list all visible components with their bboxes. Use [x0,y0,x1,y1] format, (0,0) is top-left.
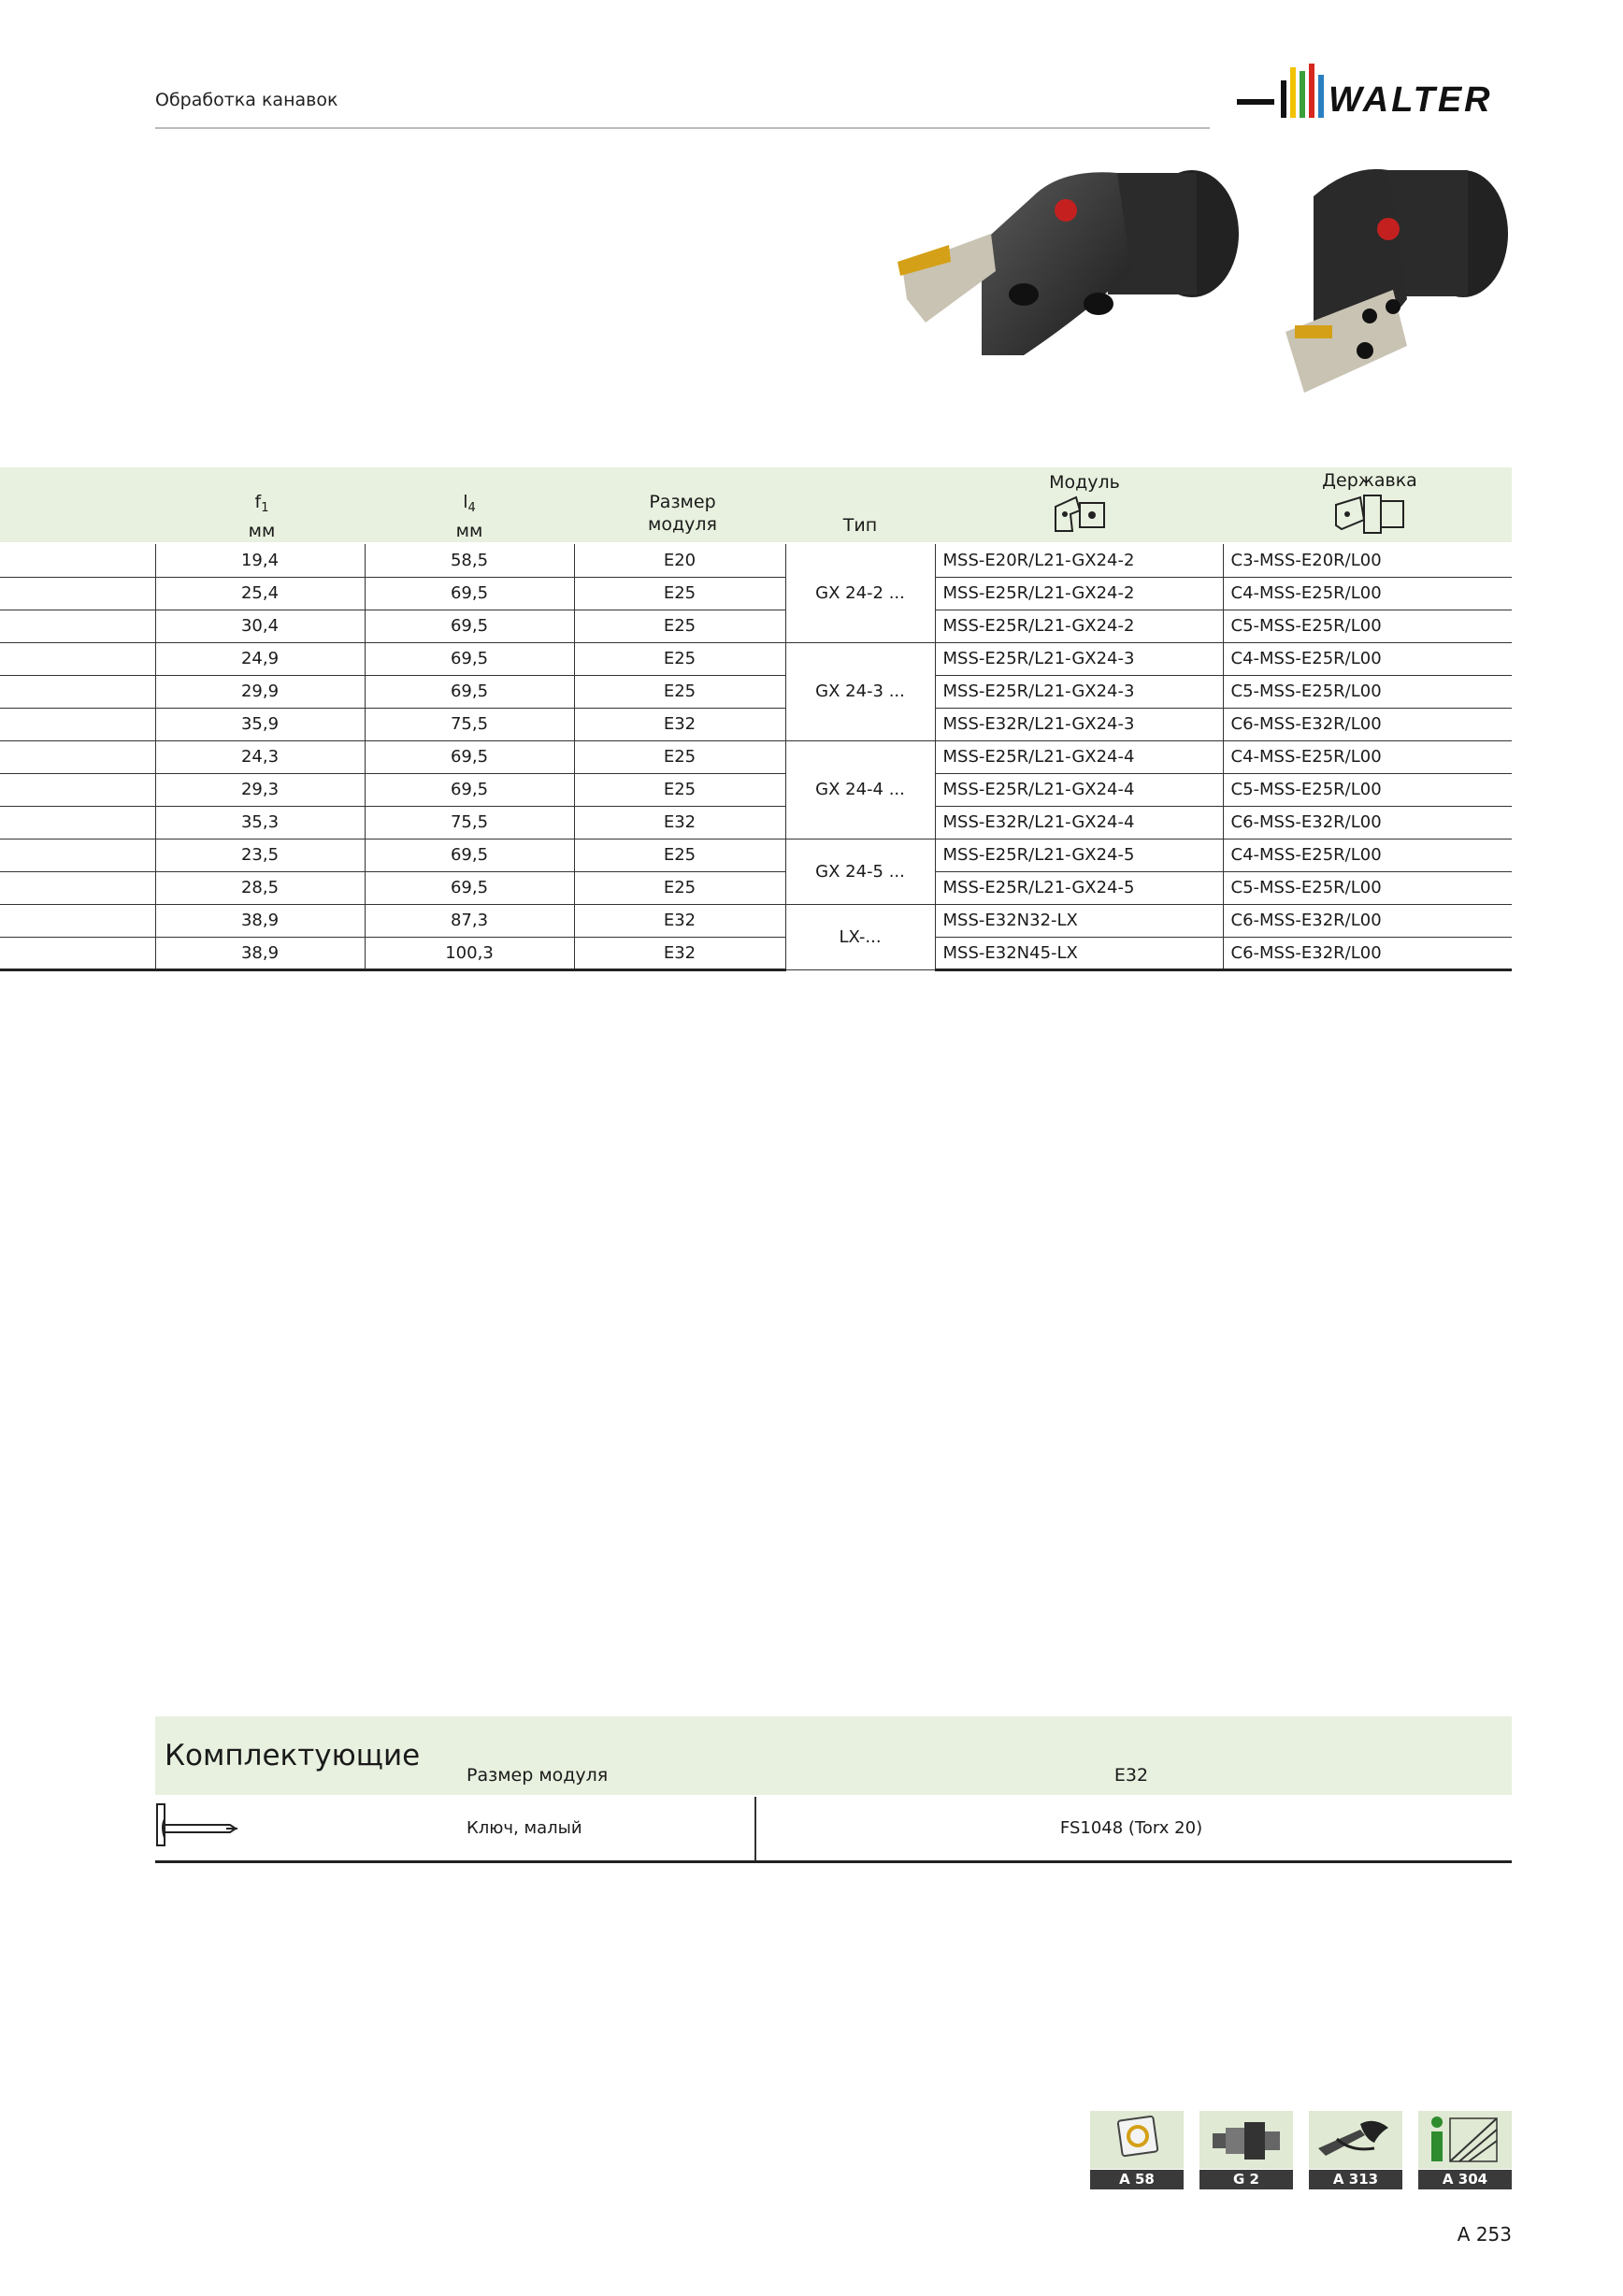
section-title: Обработка канавок [155,90,338,110]
tool-image-right [1267,159,1519,402]
table-row: 29,9 69,5 E25 MSS-E25R/L21-GX24-3 C5-MSS-E25R/L00 [0,675,1512,708]
brand-name: WALTER [1329,80,1493,120]
ref-label: A 58 [1090,2170,1184,2189]
page-number: A 253 [1457,2223,1512,2246]
insert-icon [1090,2111,1184,2169]
ref-label: A 304 [1418,2170,1512,2189]
accessories-size-header: Размер модуля [467,1765,609,1786]
ref-insert[interactable] [1090,2111,1184,2189]
ref-info[interactable] [1418,2111,1512,2189]
header-l4: $l_4$ мм [455,492,483,541]
type-cell: GX 24-3 ... [785,642,935,740]
ref-label: G 2 [1199,2170,1293,2189]
ref-label: A 313 [1309,2170,1402,2189]
module-icon [1052,494,1108,535]
accessory-item-value: FS1048 (Torx 20) [1059,1818,1203,1838]
type-cell: GX 24-4 ... [785,740,935,839]
header-module: Модуль [1049,472,1120,493]
table-row: 19,4 58,5 E20 GX 24-2 ... MSS-E20R/L21-GX24-2 C3-MSS-E20R/L00 [0,544,1512,577]
table-row: 30,4 69,5 E25 MSS-E25R/L21-GX24-2 C5-MSS-E25R/L00 [0,610,1512,642]
accessory-item-label: Ключ, малый [467,1818,582,1838]
ref-clamping[interactable] [1199,2111,1293,2189]
type-cell: GX 24-2 ... [785,544,935,642]
accessories-size-value: E32 [1113,1765,1149,1786]
info-chart-icon [1418,2111,1512,2169]
type-cell: LX-... [785,904,935,969]
tool-table [0,544,1512,971]
table-row: 38,9 100,3 E32 MSS-E32N45-LX C6-MSS-E32R/L00 [0,937,1512,969]
type-cell: GX 24-5 ... [785,839,935,904]
holder-icon [1332,492,1407,537]
table-row: 24,3 69,5 E25 GX 24-4 ... MSS-E25R/L21-GX24-4 C4-MSS-E25R/L00 [0,740,1512,773]
walter-logo [1237,62,1517,127]
header-type: Тип [842,515,878,536]
ref-wrench[interactable] [1309,2111,1402,2189]
accessories-title: Комплектующие [165,1739,421,1772]
table-row: 35,3 75,5 E32 MSS-E32R/L21-GX24-4 C6-MSS-E32R/L00 [0,806,1512,839]
accessories-divider [754,1797,756,1860]
table-row: 28,5 69,5 E25 MSS-E25R/L21-GX24-5 C5-MSS-E25R/L00 [0,871,1512,904]
torx-key-icon [155,1802,239,1855]
table-row: 38,9 87,3 E32 LX-... MSS-E32N32-LX C6-MSS-E32R/L00 [0,904,1512,937]
header-f1: $f_1$ мм [248,492,276,541]
table-row: 35,9 75,5 E32 MSS-E32R/L21-GX24-3 C6-MSS-E32R/L00 [0,708,1512,740]
clamping-icon [1199,2111,1293,2169]
table-row: 24,9 69,5 E25 GX 24-3 ... MSS-E25R/L21-GX24-3 C4-MSS-E25R/L00 [0,642,1512,675]
header-holder: Державка [1322,470,1417,491]
accessories-bottom-rule [155,1860,1512,1863]
header-divider [155,127,1210,129]
table-row: 25,4 69,5 E25 MSS-E25R/L21-GX24-2 C4-MSS-E25R/L00 [0,577,1512,610]
tool-image-left [893,159,1257,374]
table-row: 29,3 69,5 E25 MSS-E25R/L21-GX24-4 C5-MSS-E25R/L00 [0,773,1512,806]
wrench-hand-icon [1309,2111,1402,2169]
table-row: 23,5 69,5 E25 GX 24-5 ... MSS-E25R/L21-GX24-5 C4-MSS-E25R/L00 [0,839,1512,871]
header-module-size: Размер модуля [648,492,717,535]
